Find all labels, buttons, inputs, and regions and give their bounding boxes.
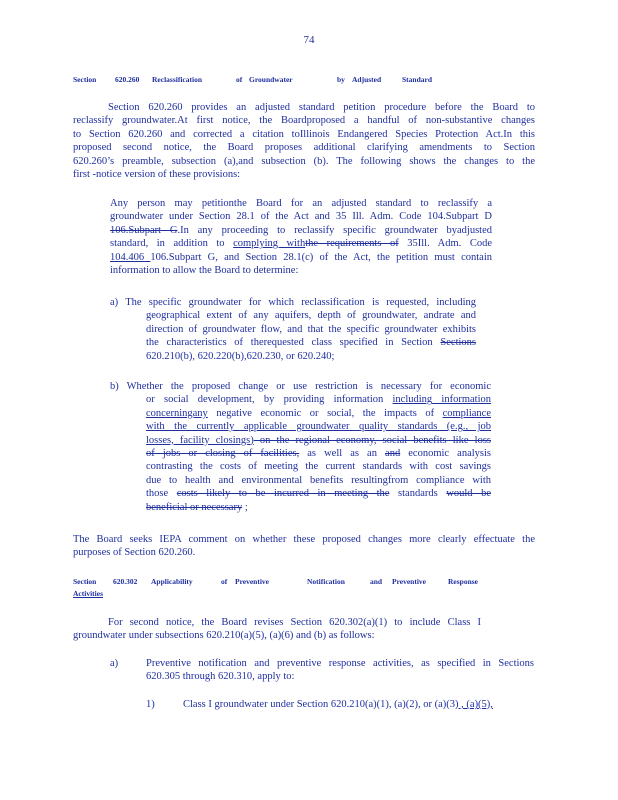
paragraph-line	[146, 407, 491, 420]
text-run: those	[146, 488, 177, 500]
heading-word: Adjusted	[352, 75, 382, 84]
inserted-text: with the currently applicable groundwater quality standards (e.g., job	[146, 421, 491, 433]
paragraph-line: 620.210(b), 620.220(b),620.230, or 620.240;	[146, 350, 335, 362]
intro-paragraph	[73, 101, 535, 181]
subsection-1-label: 1)	[146, 699, 155, 710]
deleted-text: Sections	[440, 337, 476, 349]
paragraph-line: purposes of Section 620.260.	[73, 547, 196, 559]
deleted-text: 106.Subpart G	[110, 224, 178, 236]
inserted-text: 104.406	[110, 251, 151, 263]
inserted-text: including information	[392, 394, 491, 406]
inserted-text: compliance	[442, 407, 492, 419]
paragraph-line: direction of groundwater flow, and that the specific groundwater exhibits	[146, 323, 476, 335]
paragraph-line	[146, 420, 491, 433]
deleted-text: and	[385, 448, 401, 460]
text-run: 35Ill. Adm. Code	[398, 238, 492, 250]
paragraph-line: Section 620.260 provides an adjusted standard petition procedure before the Board to	[108, 102, 535, 113]
heading-word: Reclassification	[152, 75, 202, 84]
paragraph-line: 620.305 through 620.310, apply to:	[146, 671, 295, 683]
paragraph-line	[183, 698, 537, 711]
paragraph-line: 620.260’s preamble, subsection (a),and subsection (b). The following shows the changes to the	[73, 155, 535, 167]
text-run: negative economic or social,	[207, 407, 355, 419]
deleted-text: the requirements of	[305, 238, 399, 250]
heading-word: and	[370, 577, 383, 586]
deleted-text: beneficial or necessary	[146, 501, 243, 513]
paragraph-line: geographical extent of any aquifers, depth of groundwater, andrate and	[146, 310, 476, 322]
paragraph-line	[146, 336, 476, 349]
paragraph-line: Any person may petitionthe Board for an adjusted standard to reclassify a	[110, 198, 492, 209]
heading-word: by	[337, 75, 345, 84]
deleted-text: on the regional economy, social benefits like loss	[253, 434, 491, 446]
paragraph-line	[110, 224, 492, 237]
text-run: standard, in addition to	[110, 238, 234, 250]
paragraph-line	[146, 393, 491, 406]
text-run: as well as an	[299, 448, 386, 460]
iepa-comment-paragraph	[73, 533, 535, 560]
inserted-text: concerningany	[146, 407, 208, 419]
heading-word: Response	[448, 577, 479, 586]
text-run: .In any proceeding to reclassify specific groundwater byadjusted	[177, 224, 493, 236]
heading-word: Applicability	[151, 577, 193, 586]
heading-word: of	[221, 577, 228, 586]
heading-word: 620.302	[113, 577, 138, 586]
subsection-1-text	[183, 698, 537, 711]
paragraph-line: b) Whether the proposed change or use restriction is necessary for economic	[110, 381, 491, 392]
heading-word: Section	[73, 577, 97, 586]
text-run: economic analysis	[400, 448, 491, 460]
text-run: the characteristics of therequested class specified in Section	[146, 337, 441, 349]
heading-word: Preventive	[392, 577, 427, 586]
text-run: Class I groundwater under Section 620.210(a)(1), (a)(2), or (a)(3)	[183, 699, 459, 710]
paragraph-line	[146, 447, 491, 460]
paragraph-line: due to health and environmental benefits resultingfrom compliance with	[146, 474, 491, 486]
section-heading-620-260	[73, 74, 535, 86]
paragraph-line: information to allow the Board to determine:	[110, 265, 299, 277]
inserted-text: , (a)(5),	[458, 699, 493, 710]
deleted-text: would be	[446, 488, 491, 500]
heading-word: Section	[73, 75, 97, 84]
second-notice-paragraph	[73, 616, 481, 643]
paragraph-line: For second notice, the Board revises Section 620.302(a)(1) to include Class I	[108, 617, 481, 628]
paragraph-line: reclassify groundwater.At first notice, the Boardproposed a handful of non-substantive changes	[73, 115, 535, 127]
provision-item-b	[110, 380, 491, 393]
paragraph-line: The Board seeks IEPA comment on whether these proposed changes more clearly effectuate the	[73, 534, 535, 545]
text-run: ;	[242, 501, 248, 513]
subsection-a-text	[146, 657, 534, 684]
paragraph-line	[146, 434, 491, 447]
section-heading-620-302	[73, 576, 535, 588]
heading-word: of	[236, 75, 243, 84]
paragraph-line	[146, 501, 491, 514]
provision-item-b-body	[146, 393, 491, 514]
inserted-text: complying with	[233, 238, 306, 250]
provision-item-a-body	[146, 309, 476, 363]
section-heading-620-302-line2: Activities	[73, 589, 103, 598]
paragraph-line	[146, 487, 491, 500]
paragraph-line: groundwater under subsections 620.210(a)(5), (a)(6) and (b) as follows:	[73, 630, 375, 642]
paragraph-line	[110, 251, 492, 264]
page-number: 74	[303, 34, 315, 46]
paragraph-line: a) The specific groundwater for which reclassification is requested, including	[110, 297, 476, 308]
heading-word: Standard	[402, 75, 433, 84]
heading-word: Notification	[307, 577, 345, 586]
paragraph-line: proposed second notice, the Board proposes additional clarifying amendments to Section	[73, 142, 535, 154]
paragraph-line: first -notice version of these provisions:	[73, 169, 241, 181]
text-run: or social development, by providing information	[146, 394, 393, 406]
inserted-text: losses, facility closings)	[146, 434, 254, 446]
provision-item-a	[110, 296, 476, 309]
paragraph-line	[110, 237, 492, 250]
paragraph-line: to Section 620.260 and corrected a citation toIllinois Endangered Species Protection Act.In this	[73, 128, 535, 140]
text-run: standards	[389, 488, 447, 500]
paragraph-line: contrasting the costs of meeting the current standards with cost savings	[146, 461, 491, 473]
paragraph-line: groundwater under Section 28.1 of the Act and 35 Ill. Adm. Code 104.Subpart D	[110, 211, 492, 223]
text-run: the impacts of	[354, 407, 443, 419]
text-run: 106.Subpart G, and Section 28.1(c) of the Act, the petition must contain	[150, 251, 492, 263]
quoted-provision	[110, 197, 492, 277]
deleted-text: costs likely to be incurred in meeting the	[176, 488, 390, 500]
heading-word: Groundwater	[249, 75, 293, 84]
heading-word: 620.260	[115, 75, 140, 84]
subsection-a-label: a)	[110, 658, 119, 669]
paragraph-line: Preventive notification and preventive response activities, as specified in Sections	[146, 658, 534, 669]
heading-word: Preventive	[235, 577, 270, 586]
deleted-text: of jobs or closing of facilities,	[146, 448, 300, 460]
